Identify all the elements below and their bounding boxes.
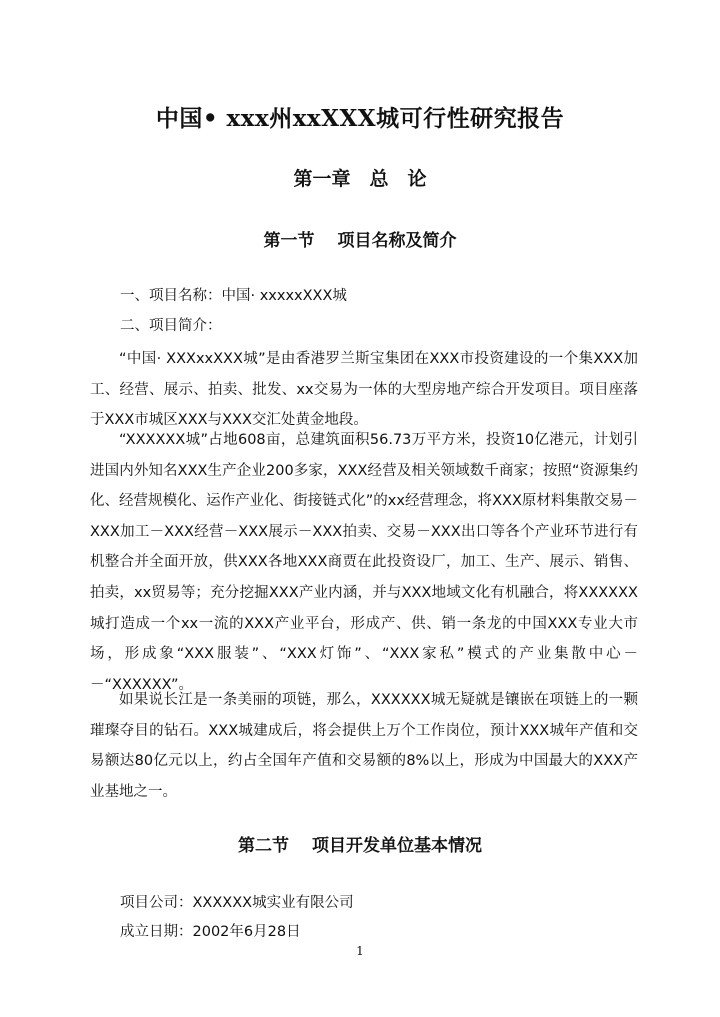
intro-paragraph-3: 如果说长江是一条美丽的项链，那么，XXXXXX城无疑就是镶嵌在项链上的一颗璀璨夺目的钻石。XXX城建成后，将会提供上万个工作岗位，预计XXX城年产值和交易额达80亿元以上，约占全国年产值和交易额的8%以上，形成为中国最大的XXX产业基地之一。 (90, 692, 638, 800)
section-title-developer-info: 第二节 项目开发单位基本情况 (238, 836, 482, 856)
page-number: 1 (356, 944, 364, 958)
intro-paragraph-2: “XXXXXX城”占地608亩，总建筑面积56.73万平方米，投资10亿港元，计划引进国内外知名XXX生产企业200多家，XXX经营及相关领域数千商家；按照“资源集约化、经营规模化、运作产业化、街接链式化”的xx经营理念，将XXX原材料集散交易－XXX加工－XXX经营－XXX展示－XXX拍卖、交易－XXX出口等各个产业环节进行有机整合并全面开放，供XXX各地XXX商贾在此投资设厂，加工、生产、展示、销售、拍卖，xx贸易等；充分挖掘XXX产业内涵，并与XXX地域文化有机融合，将XXXXXX城打造成一个xx一流的XXX产业平台，形成产、供、销一条龙的中国XXX专业大市场，形成象“XXX服装”、“XXX灯饰”、“XXX家私”模式的产业集散中心－－“XXXXXX”。 (90, 432, 638, 693)
company-line: 项目公司：XXXXXX城实业有限公司 (120, 895, 354, 911)
project-name-line: 一、项目名称：中国· xxxxxXXX城 (120, 288, 347, 304)
established-date-line: 成立日期：2002年6月28日 (120, 924, 301, 940)
intro-paragraph-1: “中国· XXXxxXXX城”是由香港罗兰斯宝集团在XXX市投资建设的一个集XXX加工、经营、展示、拍卖、批发、xx交易为一体的大型房地产综合开发项目。项目座落于XXX市城区XXX与XXX交汇处黄金地段。 (90, 351, 638, 429)
document-title: 中国• xxx州xxXXX城可行性研究报告 (155, 105, 565, 132)
project-intro-heading: 二、项目简介： (120, 318, 222, 334)
section-title-project-intro: 第一节 项目名称及简介 (263, 231, 457, 251)
chapter-title: 第一章 总 论 (293, 168, 427, 190)
